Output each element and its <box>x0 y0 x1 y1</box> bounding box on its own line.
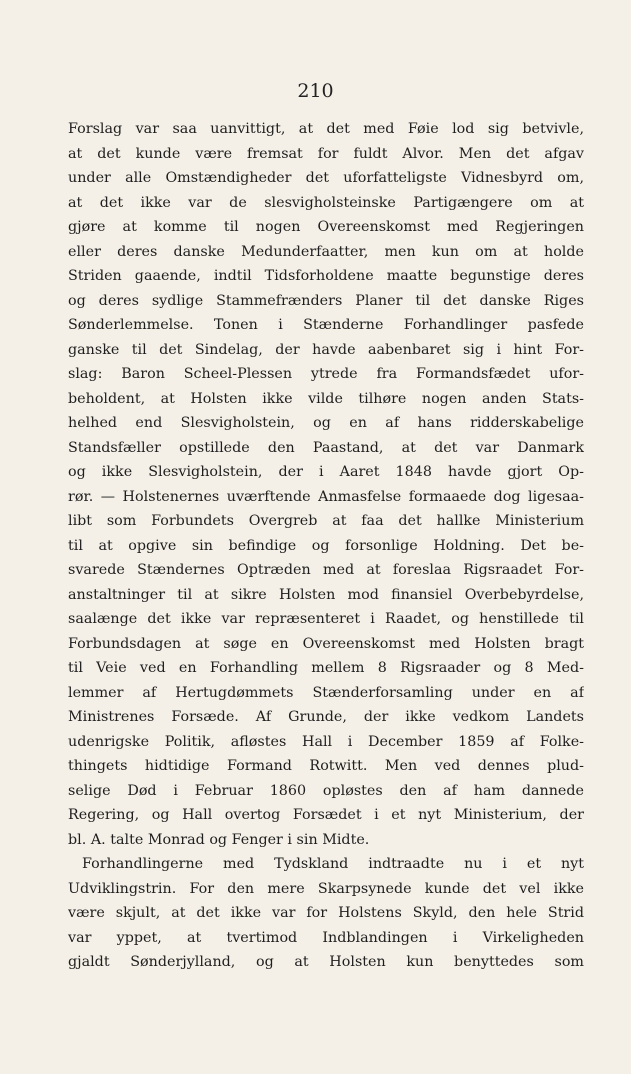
text-line: at det ikke var de slesvigholsteinske Partigængere om at <box>68 194 584 211</box>
text-line: gjaldt Sønderjylland, og at Holsten kun benyttedes som <box>68 954 584 970</box>
text-line: ganske til det Sindelag, der havde aabenbaret sig i hint For- <box>68 341 584 358</box>
text-line: eller deres danske Medunderfaatter, men kun om at holde <box>68 243 584 260</box>
text-line: rør. — Holstenernes uværftende Anmasfelse formaaede dog ligesaa- <box>68 488 584 505</box>
text-line: Forbundsdagen at søge en Overeenskomst med Holsten bragt <box>68 635 584 652</box>
text-line: under alle Omstændigheder det uforfatteligste Vidnesbyrd om, <box>68 170 584 186</box>
text-line: og deres sydlige Stammefrænders Planer til det danske Riges <box>68 292 584 309</box>
text-line: bl. A. talte Monrad og Fenger i sin Midte. <box>68 831 370 848</box>
text-line: Regering, og Hall overtog Forsædet i et nyt Ministerium, der <box>68 807 584 823</box>
text-line: selige Død i Februar 1860 opløstes den af ham dannede <box>68 782 584 799</box>
text-line: lemmer af Hertugdømmets Stænderforsamling under en af <box>68 684 584 701</box>
text-line: thingets hidtidige Formand Rotwitt. Men ved dennes plud- <box>68 758 584 774</box>
text-line: anstaltninger til at sikre Holsten mod finansiel Overbebyrdelse, <box>68 586 584 603</box>
text-line: udenrigske Politik, afløstes Hall i December 1859 af Folke- <box>68 733 584 750</box>
text-line: Forhandlingerne med Tydskland indtraadte nu i et nyt <box>82 856 584 872</box>
text-line: Udviklingstrin. For den mere Skarpsynede kunde det vel ikke <box>68 880 584 897</box>
text-line: være skjult, at det ikke var for Holstens Skyld, den hele Strid <box>68 905 584 921</box>
text-line: Ministrenes Forsæde. Af Grunde, der ikke vedkom Landets <box>68 709 584 725</box>
text-line: libt som Forbundets Overgreb at faa det hallke Ministerium <box>68 513 584 529</box>
text-line: Forslag var saa uanvittigt, at det med Føie lod sig betvivle, <box>68 121 584 137</box>
body-text <box>68 117 584 975</box>
text-line: og ikke Slesvigholstein, der i Aaret 1848 havde gjort Op- <box>68 464 584 480</box>
text-line: til at opgive sin befindige og forsonlige Holdning. Det be- <box>68 537 584 554</box>
page-number: 210 <box>297 80 334 102</box>
text-line: beholdent, at Holsten ikke vilde tilhøre nogen anden Stats- <box>68 390 584 407</box>
text-line: Standsfæller opstillede den Paastand, at det var Danmark <box>68 439 584 456</box>
text-line: Striden gaaende, indtil Tidsforholdene maatte begunstige deres <box>68 268 584 284</box>
text-line: at det kunde være fremsat for fuldt Alvor. Men det afgav <box>68 145 584 162</box>
text-line: helhed end Slesvigholstein, og en af hans ridderskabelige <box>68 415 584 431</box>
text-line: saalænge det ikke var repræsenteret i Raadet, og henstillede til <box>68 611 584 627</box>
text-line: til Veie ved en Forhandling mellem 8 Rigsraader og 8 Med- <box>68 660 584 676</box>
text-line: gjøre at komme til nogen Overeenskomst med Regjeringen <box>68 219 584 235</box>
text-line: var yppet, at tvertimod Indblandingen i Virkeligheden <box>68 929 584 946</box>
text-line: Sønderlemmelse. Tonen i Stænderne Forhandlinger pasfede <box>68 317 584 333</box>
text-line: slag: Baron Scheel-Plessen ytrede fra Formandsfædet ufor- <box>68 366 584 382</box>
text-line: svarede Stændernes Optræden med at foreslaa Rigsraadet For- <box>68 562 584 578</box>
